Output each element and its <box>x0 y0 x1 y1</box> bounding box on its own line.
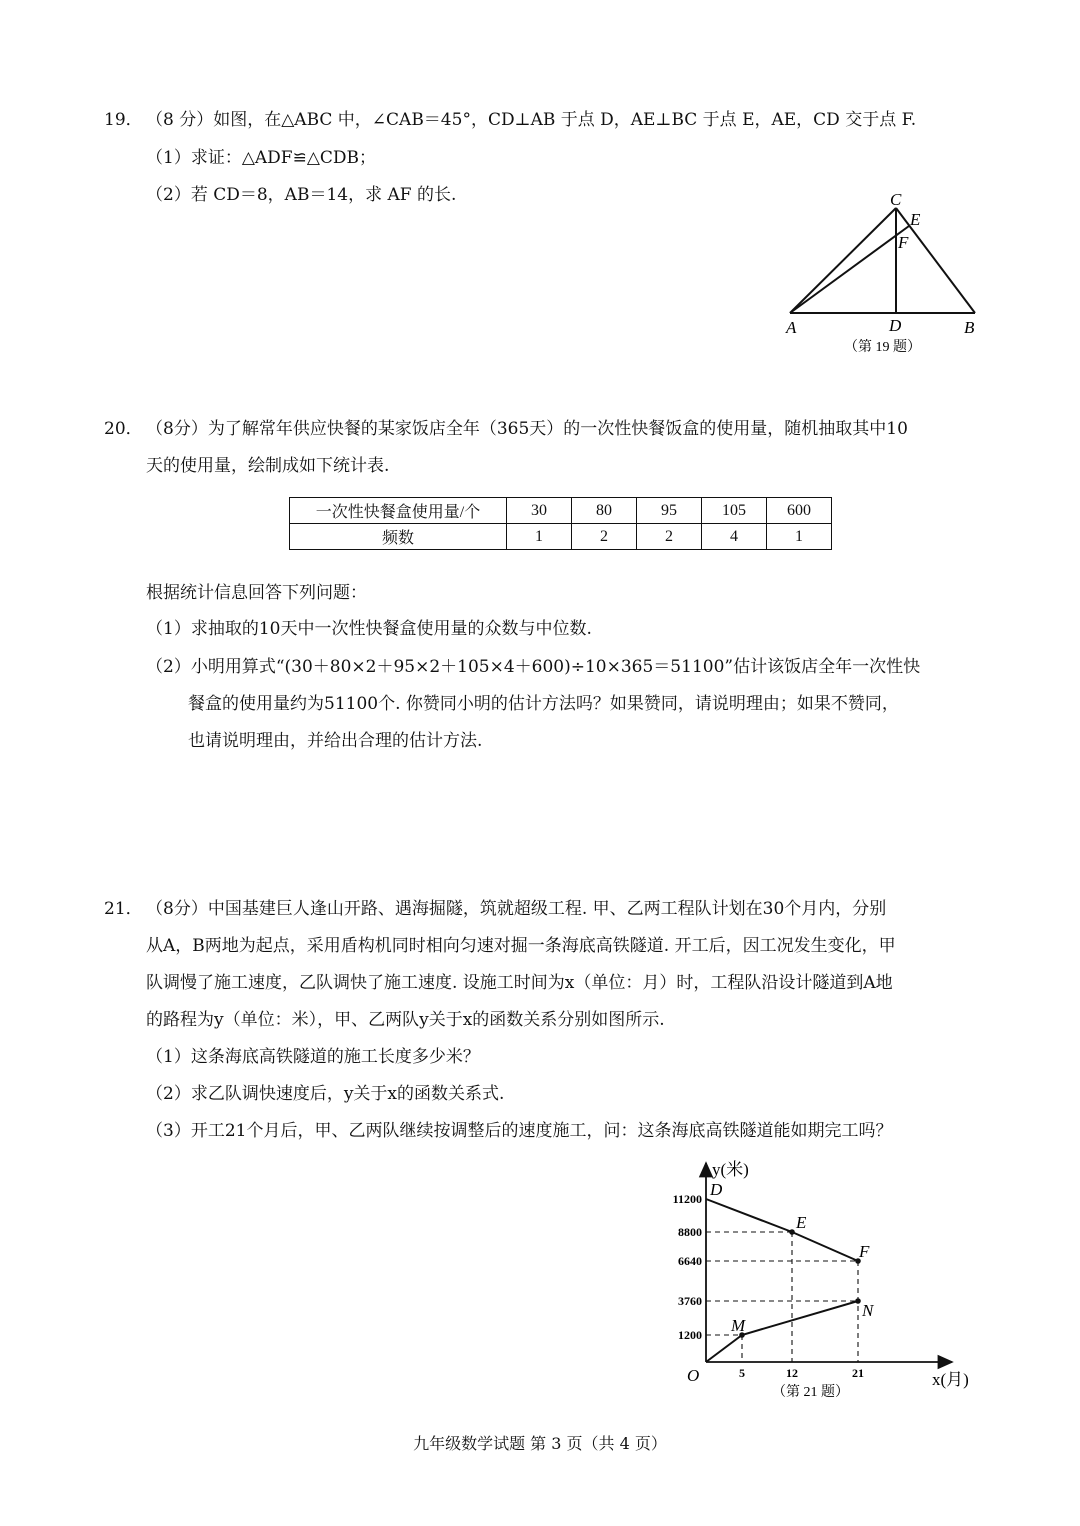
q21-point-d: D <box>710 1180 723 1199</box>
q19-caption: （第 19 题） <box>844 340 921 355</box>
table-cell-freq-2: 2 <box>572 524 637 550</box>
q21-x-tick-5: 5 <box>739 1366 745 1380</box>
q19-part-1: （1）求证：△ADF≌△CDB； <box>146 148 377 168</box>
q19-label-c: C <box>890 190 902 209</box>
table-header-usage: 一次性快餐盒使用量/个 <box>290 498 507 524</box>
q21-y-tick-1200: 1200 <box>678 1328 702 1342</box>
q19-label-b: B <box>964 318 975 337</box>
q21-x-axis-label: x(月) <box>932 1370 969 1389</box>
q21-stem-line-1: （8分）中国基建巨人逢山开路、遇海掘隧，筑就超级工程. 甲、乙两工程队计划在30个月内，分别 <box>146 899 887 919</box>
q21-origin-label: O <box>687 1366 700 1385</box>
q21-part-3: （3）开工21个月后，甲、乙两队继续按调整后的速度施工，问：这条海底高铁隧道能如期完工吗？ <box>146 1121 893 1141</box>
q20-intro: 根据统计信息回答下列问题： <box>146 583 367 603</box>
q21-point-n: N <box>862 1301 874 1320</box>
table-cell-freq-5: 1 <box>767 524 832 550</box>
q20-number: 20． <box>104 419 143 439</box>
q20-part-2-line-1: （2）小明用算式“(30＋80×2＋95×2＋105×4＋600)÷10×365＝51100”估计该饭店全年一次性快 <box>146 657 921 677</box>
q21-y-axis-label: y(米) <box>712 1160 749 1179</box>
q21-function-graph <box>660 1155 980 1400</box>
table-cell-value-4: 105 <box>702 498 767 524</box>
q21-x-tick-12: 12 <box>786 1366 798 1380</box>
q21-y-tick-6640: 6640 <box>678 1254 702 1268</box>
table-cell-value-2: 80 <box>572 498 637 524</box>
table-header-frequency: 频数 <box>290 524 507 550</box>
q21-caption: （第 21 题） <box>772 1385 849 1400</box>
q20-stem-line-2: 天的使用量，绘制成如下统计表. <box>146 456 390 476</box>
q21-stem-line-4: 的路程为y（单位：米），甲、乙两队y关于x的函数关系分别如图所示. <box>146 1010 665 1030</box>
q20-statistics-table <box>289 497 832 550</box>
q21-point-m: M <box>731 1316 746 1335</box>
table-row <box>290 524 832 550</box>
q19-label-f: F <box>898 233 909 252</box>
table-cell-value-3: 95 <box>637 498 702 524</box>
q21-point-f: F <box>859 1242 870 1261</box>
q20-part-2-line-2: 餐盒的使用量约为51100个. 你赞同小明的估计方法吗？如果赞同，请说明理由；如果不赞同， <box>188 694 899 714</box>
table-cell-freq-4: 4 <box>702 524 767 550</box>
q19-label-a: A <box>786 318 797 337</box>
q21-number: 21． <box>104 899 143 919</box>
table-cell-value-1: 30 <box>507 498 572 524</box>
q19-triangle-figure <box>770 185 990 360</box>
q19-number: 19． <box>104 110 143 130</box>
q21-part-1: （1）这条海底高铁隧道的施工长度多少米？ <box>146 1047 480 1067</box>
q19-label-d: D <box>889 316 902 335</box>
q21-y-tick-3760: 3760 <box>678 1294 702 1308</box>
q21-stem-line-3: 队调慢了施工速度，乙队调快了施工速度. 设施工时间为x（单位：月）时，工程队沿设计隧道到A地 <box>146 973 893 993</box>
q21-x-tick-21: 21 <box>852 1366 864 1380</box>
table-cell-freq-1: 1 <box>507 524 572 550</box>
table-cell-freq-3: 2 <box>637 524 702 550</box>
q21-point-e: E <box>796 1213 807 1232</box>
page-footer: 九年级数学试题 第 3 页（共 4 页） <box>413 1434 667 1453</box>
q20-part-2-line-3: 也请说明理由，并给出合理的估计方法. <box>188 731 483 751</box>
q20-part-1: （1）求抽取的10天中一次性快餐盒使用量的众数与中位数. <box>146 619 592 639</box>
table-cell-value-5: 600 <box>767 498 832 524</box>
q19-stem: （8 分）如图，在△ABC 中，∠CAB＝45°，CD⊥AB 于点 D，AE⊥BC 于点 E，AE，CD 交于点 F. <box>146 110 917 130</box>
table-row <box>290 498 832 524</box>
q19-part-2: （2）若 CD＝8，AB＝14，求 AF 的长. <box>146 185 457 205</box>
q20-stem-line-1: （8分）为了解常年供应快餐的某家饭店全年（365天）的一次性快餐饭盒的使用量，随机抽取其中10 <box>146 419 908 439</box>
q19-label-e: E <box>910 210 921 229</box>
q21-stem-line-2: 从A，B两地为起点，采用盾构机同时相向匀速对掘一条海底高铁隧道. 开工后，因工况发生变化，甲 <box>146 936 896 956</box>
q21-y-tick-11200: 11200 <box>672 1192 702 1206</box>
q21-y-tick-8800: 8800 <box>678 1225 702 1239</box>
q21-part-2: （2）求乙队调快速度后，y关于x的函数关系式. <box>146 1084 505 1104</box>
